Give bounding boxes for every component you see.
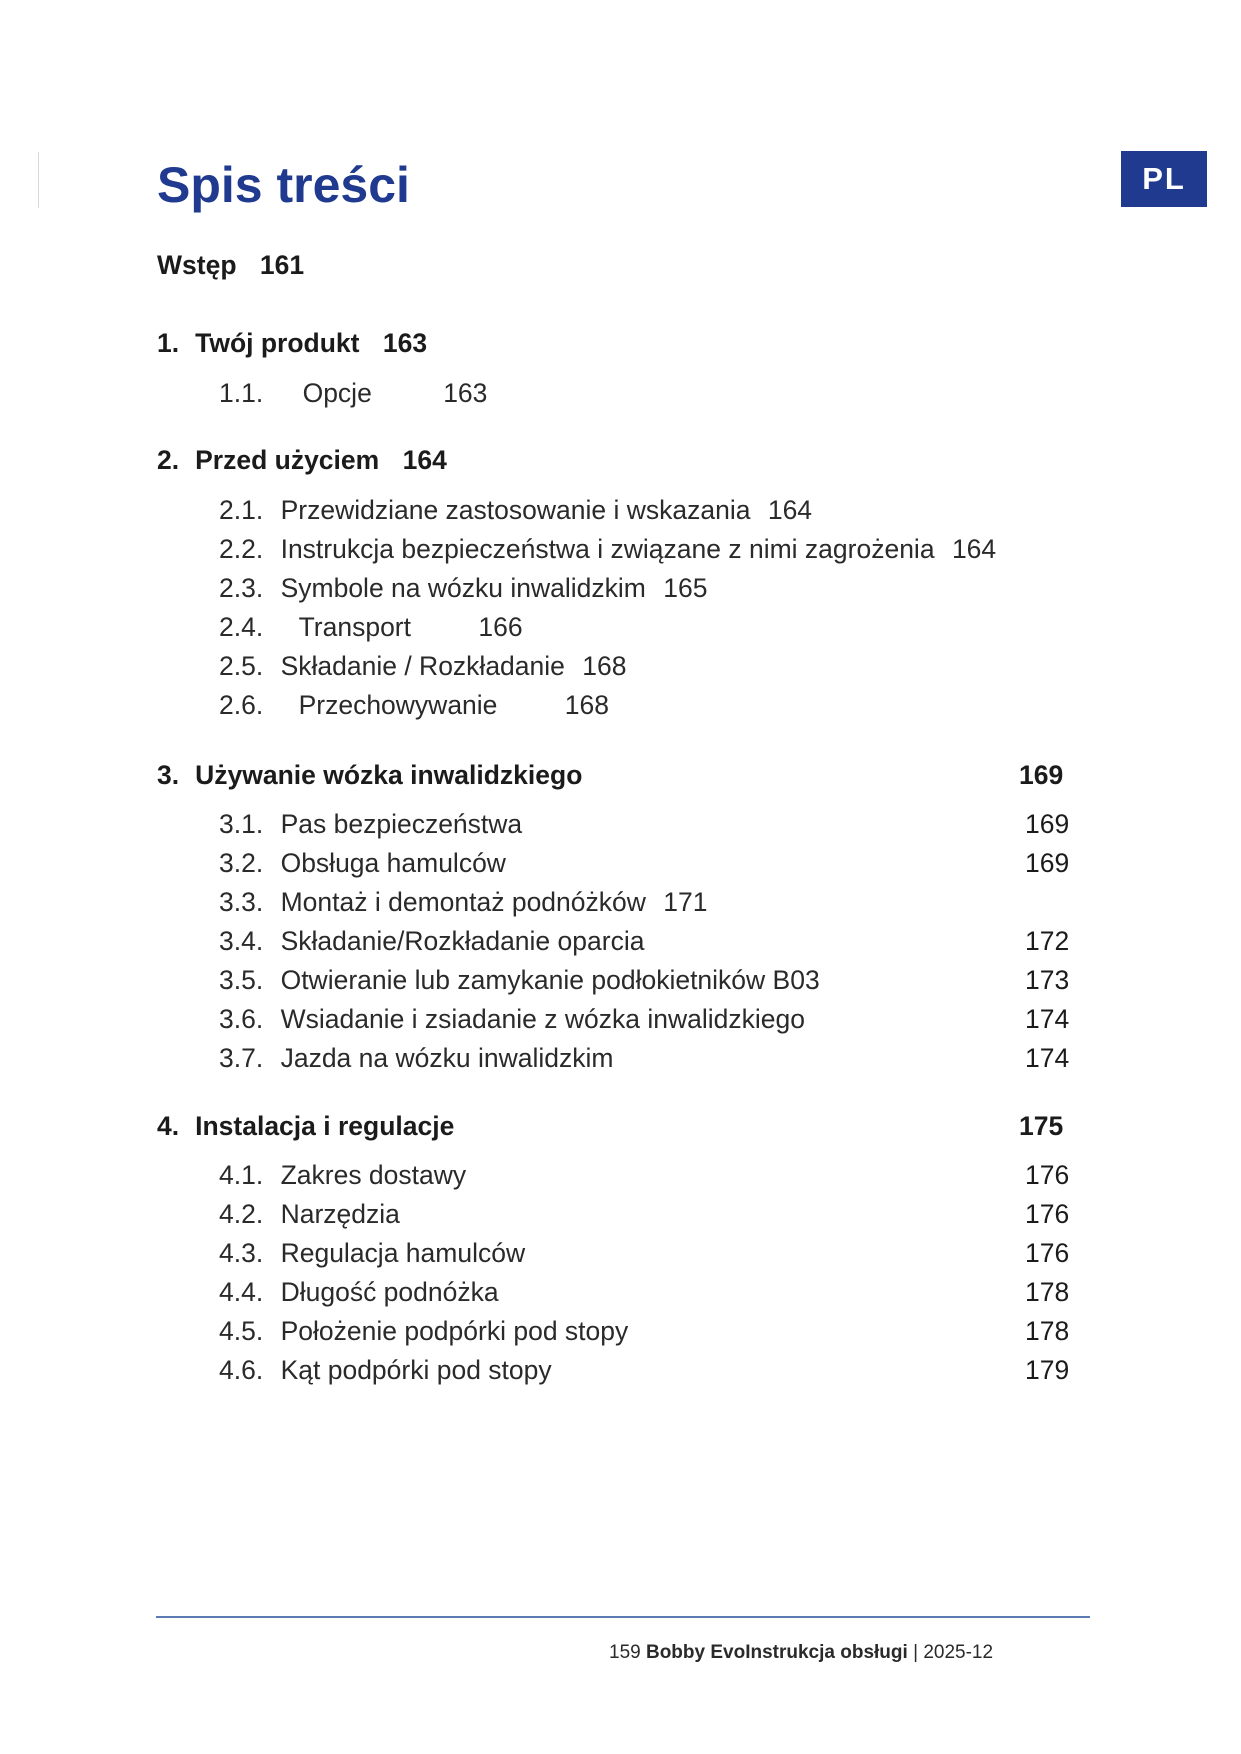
toc-item-page: 176 [1025, 1199, 1070, 1229]
toc-item-title: Obsługa hamulców [280, 848, 506, 878]
toc-item-page: 176 [1025, 1160, 1070, 1190]
toc-item-page: 164 [767, 495, 813, 525]
toc-item-title: Opcje [302, 378, 372, 408]
toc-intro-title: Wstęp [157, 250, 237, 280]
toc-item-2-1[interactable] [219, 497, 812, 524]
toc-item-number: 3.2. [219, 848, 264, 878]
toc-item-title: Składanie / Rozkładanie [280, 651, 565, 681]
toc-item-page: 178 [1025, 1316, 1070, 1346]
toc-item-number: 4.4. [219, 1277, 264, 1307]
toc-item-page: 174 [1025, 1004, 1070, 1034]
toc-item-2-5[interactable] [219, 653, 627, 680]
toc-section-number: 2. [157, 445, 180, 475]
toc-section-3[interactable] [157, 762, 582, 789]
toc-section-number: 4. [157, 1111, 180, 1141]
page-footer [609, 1642, 993, 1664]
toc-item-number: 4.6. [219, 1355, 264, 1385]
toc-section-number: 1. [157, 328, 180, 358]
toc-item-4-6[interactable] [219, 1357, 552, 1384]
toc-section-title: Instalacja i regulacje [195, 1111, 455, 1141]
margin-mark [38, 152, 39, 208]
toc-item-number: 2.2. [219, 534, 264, 564]
toc-section-number: 3. [157, 760, 180, 790]
toc-item-3-7[interactable] [219, 1045, 613, 1072]
toc-item-4-2[interactable] [219, 1201, 400, 1228]
toc-item-page: 166 [478, 612, 523, 642]
toc-item-number: 3.5. [219, 965, 264, 995]
toc-item-number: 1.1. [219, 378, 264, 408]
toc-item-title: Kąt podpórki pod stopy [280, 1355, 552, 1385]
toc-section-page: 175 [1019, 1111, 1064, 1141]
toc-section-4[interactable] [157, 1113, 454, 1140]
toc-item-title: Położenie podpórki pod stopy [280, 1316, 629, 1346]
toc-item-3-6[interactable] [219, 1006, 805, 1033]
toc-item-number: 4.5. [219, 1316, 264, 1346]
toc-item-title: Pas bezpieczeństwa [280, 809, 523, 839]
toc-item-2-2[interactable] [219, 536, 996, 563]
toc-section-page: 169 [1019, 760, 1064, 790]
toc-item-number: 2.5. [219, 651, 264, 681]
toc-item-page: 168 [582, 651, 627, 681]
toc-item-4-3[interactable] [219, 1240, 525, 1267]
toc-item-number: 2.3. [219, 573, 264, 603]
toc-item-2-3[interactable] [219, 575, 707, 602]
toc-section-page: 163 [382, 328, 428, 358]
toc-item-title: Narzędzia [280, 1199, 400, 1229]
toc-section-1[interactable] [157, 330, 427, 357]
toc-item-page: 178 [1025, 1277, 1070, 1307]
toc-item-page: 172 [1025, 926, 1070, 956]
toc-intro-page: 161 [259, 250, 305, 280]
toc-item-number: 4.2. [219, 1199, 264, 1229]
toc-item-number: 4.1. [219, 1160, 264, 1190]
toc-item-2-6[interactable] [219, 692, 609, 719]
toc-item-number: 2.4. [219, 612, 264, 642]
toc-item-page: 163 [443, 378, 488, 408]
toc-item-page: 174 [1025, 1043, 1070, 1073]
footer-doc-title: Bobby EvoInstrukcja obsługi [645, 1642, 908, 1663]
toc-item-3-2[interactable] [219, 850, 506, 877]
toc-item-3-1[interactable] [219, 811, 522, 838]
toc-item-4-4[interactable] [219, 1279, 499, 1306]
toc-item-title: Montaż i demontaż podnóżków [280, 887, 646, 917]
toc-item-page: 171 [663, 887, 708, 917]
toc-item-title: Instrukcja bezpieczeństwa i związane z nimi zagrożenia [280, 534, 935, 564]
toc-item-title: Wsiadanie i zsiadanie z wózka inwalidzkiego [280, 1004, 805, 1034]
toc-section-title: Używanie wózka inwalidzkiego [195, 760, 583, 790]
page-title: Spis treści [157, 157, 410, 213]
toc-item-number: 3.1. [219, 809, 264, 839]
toc-item-3-4[interactable] [219, 928, 644, 955]
toc-item-number: 2.6. [219, 690, 264, 720]
toc-item-title: Zakres dostawy [280, 1160, 467, 1190]
toc-item-page: 165 [663, 573, 708, 603]
toc-item-page: 179 [1025, 1355, 1070, 1385]
toc-item-number: 3.6. [219, 1004, 264, 1034]
toc-item-number: 3.7. [219, 1043, 264, 1073]
toc-item-page: 169 [1025, 809, 1070, 839]
toc-section-title: Twój produkt [195, 328, 360, 358]
toc-item-title: Składanie/Rozkładanie oparcia [280, 926, 645, 956]
toc-section-2[interactable] [157, 447, 447, 474]
toc-item-1-1[interactable] [219, 380, 487, 407]
footer-divider [156, 1616, 1090, 1618]
toc-item-4-5[interactable] [219, 1318, 628, 1345]
footer-separator: | [913, 1642, 919, 1663]
toc-item-page: 176 [1025, 1238, 1070, 1268]
toc-section-page: 164 [402, 445, 447, 475]
toc-item-4-1[interactable] [219, 1162, 466, 1189]
toc-item-number: 3.4. [219, 926, 264, 956]
language-badge: PL [1121, 151, 1207, 207]
footer-date: 2025-12 [923, 1642, 994, 1663]
toc-item-3-5[interactable] [219, 967, 820, 994]
toc-item-title: Regulacja hamulców [280, 1238, 526, 1268]
toc-item-page: 164 [951, 534, 997, 564]
toc-item-title: Długość podnóżka [280, 1277, 499, 1307]
toc-item-title: Przewidziane zastosowanie i wskazania [280, 495, 751, 525]
toc-item-title: Przechowywanie [298, 690, 498, 720]
toc-item-2-4[interactable] [219, 614, 523, 641]
toc-item-title: Symbole na wózku inwalidzkim [280, 573, 646, 603]
toc-item-number: 4.3. [219, 1238, 264, 1268]
toc-intro[interactable] [157, 252, 304, 279]
toc-item-page: 169 [1025, 848, 1070, 878]
toc-item-number: 2.1. [219, 495, 264, 525]
toc-item-title: Transport [298, 612, 411, 642]
footer-page-number: 159 [609, 1642, 641, 1663]
toc-item-3-3[interactable] [219, 889, 708, 916]
toc-item-page: 168 [564, 690, 610, 720]
toc-section-title: Przed użyciem [195, 445, 380, 475]
toc-item-title: Jazda na wózku inwalidzkim [280, 1043, 614, 1073]
toc-item-page: 173 [1025, 965, 1070, 995]
toc-item-title: Otwieranie lub zamykanie podłokietników B03 [280, 965, 820, 995]
toc-item-number: 3.3. [219, 887, 264, 917]
